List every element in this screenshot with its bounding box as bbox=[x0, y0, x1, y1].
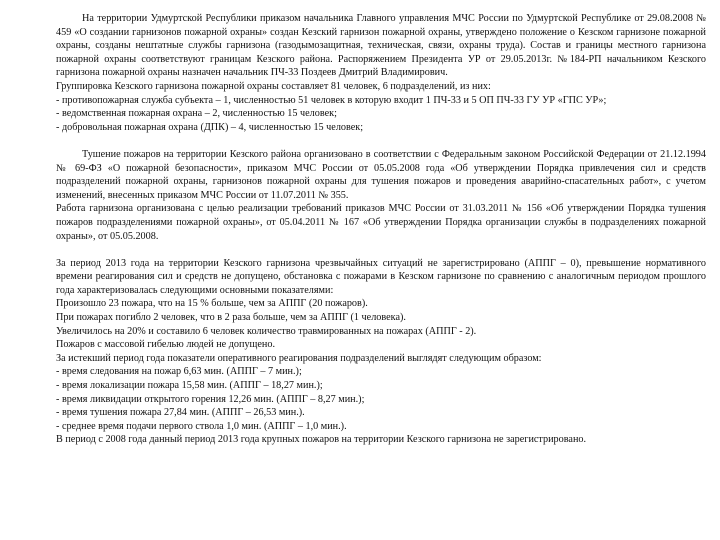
text-line: Группировка Кезского гарнизона пожарной охраны составляет 81 человек, 6 подразделений, из них: bbox=[56, 80, 491, 92]
section-firefighting-organization bbox=[56, 148, 706, 243]
paragraph-garrison-creation: На территории Удмуртской Республики приказом начальника Главного управления МЧС России по Удмуртской Республике от 29.08.2008 № 459 «О создании гарнизонов пожарной охраны» создан Кезский гарнизон пожарной охраны, утверждено положение о Кезском гарнизоне пожарной охраны, созданы нештатные службы гарнизона (газодымозащитная, техническая, связи, охраны труда). Состав и границы местного гарнизона пожарной охраны соответствуют границам Кезского района. Распоряжением Президента УР от 29.05.2013г. №184-РП начальником Кезского гарнизона пожарной охраны назначен начальник ПЧ-33 Поздеев Дмитрий Владимирович. bbox=[56, 13, 706, 79]
paragraph-period-summary: За период 2013 года на территории Кезского гарнизона чрезвычайных ситуаций не зарегистрировано (АППГ – 0), превышение нормативного времени реагирования сил и средств не допущено, обстановка с пожарами в Кезском гарнизоне по сравнению с аналогичным периодом прошлого года характеризовалась следующими основными показателями: bbox=[56, 257, 706, 296]
list-item: - среднее время подачи первого ствола 1,0 мин. (АППГ – 1,0 мин.). bbox=[56, 420, 347, 432]
paragraph-gap bbox=[56, 243, 706, 257]
list-item: - время локализации пожара 15,58 мин. (АППГ – 18,27 мин.); bbox=[56, 380, 323, 392]
list-item: - добровольная пожарная охрана (ДПК) – 4, численностью 15 человек; bbox=[56, 121, 364, 133]
text-line: Увеличилось на 20% и составило 6 человек количество травмированных на пожарах (АППГ - 2). bbox=[56, 325, 477, 337]
list-item: - противопожарная служба субъекта – 1, численностью 51 человек в которую входит 1 ПЧ-33 и 5 ОП ПЧ-33 ГУ УР «ГПС УР»; bbox=[56, 94, 607, 106]
paragraph-gap bbox=[56, 134, 706, 148]
text-line: Пожаров с массовой гибелью людей не допущено. bbox=[56, 339, 276, 351]
section-fire-statistics bbox=[56, 257, 706, 447]
text-line: Произошло 23 пожара, что на 15 % больше, чем за АППГ (20 пожаров). bbox=[56, 298, 368, 310]
paragraph-garrison-work: Работа гарнизона организована с целью реализации требований приказов МЧС России от 31.03.2011 № 156 «Об утверждении Порядка тушения пожаров подразделениями пожарной охраны», от 05.04.2011 № 167 «Об утверждении Порядка организации службы в подразделениях пожарной охраны», от 05.05.2008. bbox=[56, 203, 706, 242]
text-line: За истекший период года показатели оперативного реагирования подразделений выглядят следующим образом: bbox=[56, 352, 542, 364]
section-garrison-composition bbox=[56, 12, 706, 134]
text-line: В период с 2008 года данный период 2013 года крупных пожаров на территории Кезского гарнизона не зарегистрировано. bbox=[56, 434, 587, 446]
text-line: При пожарах погибло 2 человек, что в 2 раза больше, чем за АППГ (1 человека). bbox=[56, 312, 406, 324]
list-item: - время тушения пожара 27,84 мин. (АППГ – 26,53 мин.). bbox=[56, 407, 305, 419]
paragraph-firefighting-law: Тушение пожаров на территории Кезского района организовано в соответствии с Федеральным законом Российской Федерации от 21.12.1994 № 69-ФЗ «О пожарной безопасности», приказом МЧС России от 05.05.2008 года «Об утверждении Порядка привлечения сил и средств подразделений пожарной охраны, гарнизонов пожарной охраны для тушения пожаров и проведения аварийно-спасательных работ», с учетом изменений, внесенных приказом МЧС России от 11.07.2011 № 355. bbox=[56, 148, 706, 201]
list-item: - время ликвидации открытого горения 12,26 мин. (АППГ – 8,27 мин.); bbox=[56, 393, 365, 405]
list-item: - время следования на пожар 6,63 мин. (АППГ – 7 мин.); bbox=[56, 366, 302, 378]
list-item: - ведомственная пожарная охрана – 2, численностью 15 человек; bbox=[56, 108, 337, 120]
